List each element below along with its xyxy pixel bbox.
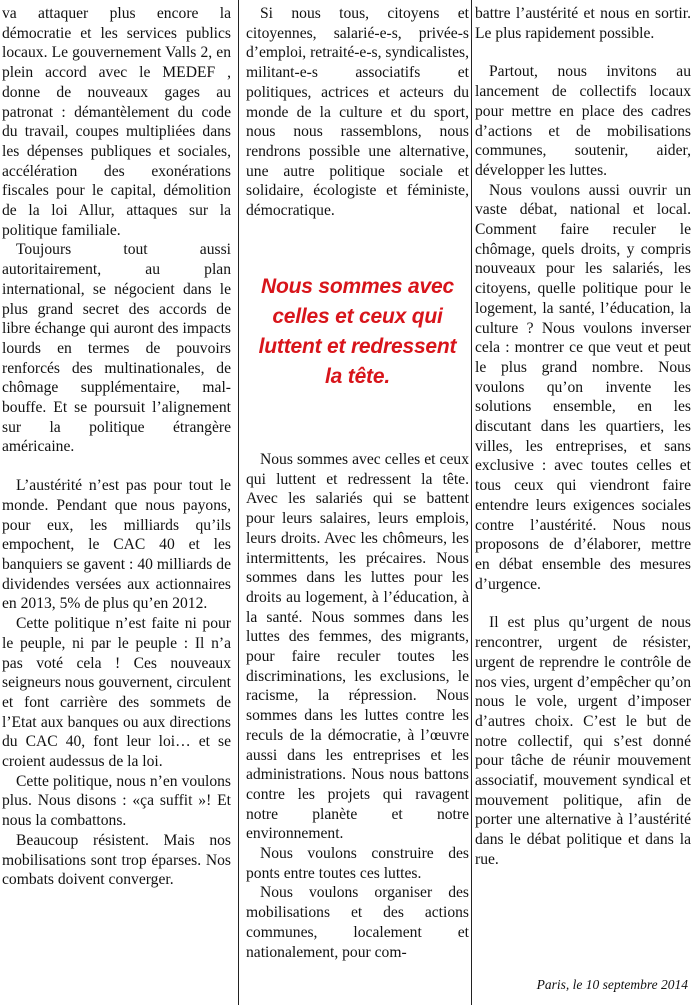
paragraph: Cette politique n’est faite ni pour le peuple, ni par le peuple : Il n’a pas voté cela ! Ces nouveaux seigneurs nous gouvernent, circulent et font carrière des sommets de l’Etat aux banques ou aux directions du CAC 40, font leur loi… et se croient audessus de la loi. — [2, 615, 231, 771]
paragraph: Nous voulons construire des ponts entre toutes ces luttes. — [246, 845, 469, 882]
paragraph: Nous voulons organiser des mobilisations et des actions communes, localement et nationalement, pour com- — [246, 884, 469, 961]
pull-quote: Nous sommes avec celles et ceux qui luttent et redressent la tête. — [258, 275, 457, 388]
paragraph: Cette politique, nous n’en voulons plus. Nous disons : «ça suffit »! Et nous la combattons. — [2, 772, 231, 830]
paragraph: Si nous tous, citoyens et citoyennes, salarié-e-s, privée-s d’emploi, retraité-e-s, syndicalistes, militant-e-s associatifs et politiques, actrices et acteurs du monde de la culture et du sport, nous nous rassemblons, nous rendrons possible une alternative, une autre politique sociale et solidaire, écologiste et féministe, démocratique. — [246, 5, 470, 220]
text-column-3 — [475, 4, 691, 870]
paragraph: L’austérité n’est pas pour tout le monde. Pendant que nous payons, pour eux, les milliards qu’ils empochent, le CAC 40 et les banquiers se gavent : 40 milliards de dividendes versées aux actionnaires en 2013, 5% de plus qu’en 2012. — [2, 477, 231, 613]
paragraph: battre l’austérité et nous en sortir. Le plus rapidement possible. — [475, 5, 691, 42]
paragraph: Toujours tout aussi autoritairement, au plan international, se négocient dans le plus grand secret des accords de libre échange qui auront des impacts lourds en termes de pouvoirs renforcés des multinationales, de chômage supplémentaire, mal-bouffe. Et se poursuit l’alignement sur la politique étrangère américaine. — [2, 241, 231, 456]
column-2-lower-block — [246, 450, 469, 962]
column-divider — [471, 0, 472, 1005]
text-column-2 — [246, 4, 470, 961]
paragraph: Nous sommes avec celles et ceux qui luttent et redressent la tête. Avec les salariés qui se battent pour leurs salaires, leurs emplois, leurs droits. Avec les chômeurs, les intermittents, les précaires. Nous sommes dans les luttes pour les droits au logement, à l’éducation, à la santé. Nous sommes dans les luttes des femmes, des migrants, pour faire reculer toutes les discriminations, les exclusions, le racisme, la répression. Nous sommes dans les luttes contre les reculs de la démocratie, à l’œuvre aussi dans les entreprises et les administrations. Nous nous battons contre les projets qui ravagent notre planète et notre environnement. — [246, 451, 469, 843]
paragraph: va attaquer plus encore la démocratie et les services publics locaux. Le gouvernement Valls 2, en plein accord avec le MEDEF , donne de nouveaux gages au patronat : démantèlement du code du travail, coupes multipliées dans les dépenses publiques et sociales, accélération des exonérations fiscales pour le capital, démolition de la loi Allur, attaques sur la politique familiale. — [2, 5, 231, 239]
text-column-1 — [2, 4, 231, 890]
paragraph: Nous voulons aussi ouvrir un vaste débat, national et local. Comment faire reculer le chômage, quels droits, y compris nouveaux pour les salariés, les citoyens, quelle politique pour le logement, la santé, l’éducation, la culture ? Nous voulons inverser cela : montrer ce que veut et peut le plus grand nombre. Nous voulons qu’on invente les solutions ensemble, en les discutant dans les quartiers, les villes, les entreprises, et sans exclusive : avec toutes celles et tous ceux qui viendront faire entendre leurs exigences sociales contre l’austérité. Nous nous proposons de d’élaborer, mettre en débat ensemble des mesures d’urgence. — [475, 181, 691, 593]
date-signature: Paris, le 10 septembre 2014 — [536, 977, 688, 992]
paragraph: Il est plus qu’urgent de nous rencontrer, urgent de résister, urgent de reprendre le contrôle de nos vies, urgent d’empêcher qu’on nous le vole, urgent d’imposer d’autres choix. C’est le but de notre collectif, qui s’est donné pour tâche de réunir mouvement associatif, mouvement syndical et mouvement politique, afin de porter une alternative à l’austérité dans le débat politique et dans la rue. — [475, 614, 691, 868]
paragraph: Partout, nous invitons au lancement de collectifs locaux pour mettre en place des cadres d’actions et de mobilisations communes, soutenir, aider, développer les luttes. — [475, 63, 691, 179]
column-divider — [238, 0, 239, 1005]
paragraph: Beaucoup résistent. Mais nos mobilisations sont trop éparses. Nos combats doivent converger. — [2, 831, 231, 889]
